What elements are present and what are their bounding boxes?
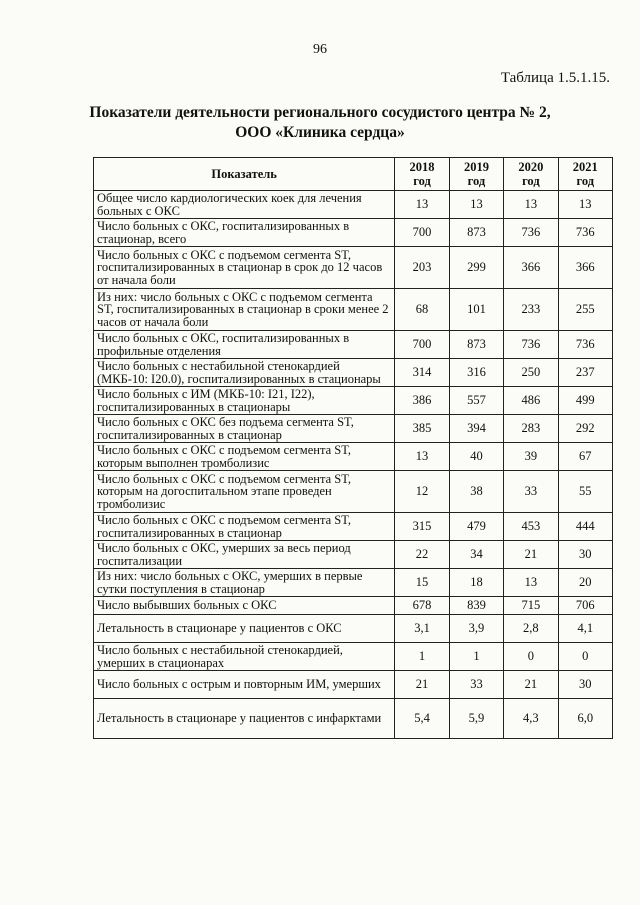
row-value: 30 — [558, 671, 612, 699]
header-year-value: 2021 — [572, 160, 598, 174]
row-label: Число больных с ОКС с подъемом сегмента ST, которым на догоспитальном этапе проведен тромболизис — [94, 471, 395, 513]
row-value: 292 — [558, 415, 612, 443]
row-value: 0 — [504, 643, 558, 671]
row-label: Число больных с ОКС с подъемом сегмента ST, госпитализированных в стационар — [94, 513, 395, 541]
row-value: 314 — [395, 359, 449, 387]
table-row — [94, 513, 613, 541]
row-value: 3,9 — [449, 615, 503, 643]
row-label: Число больных с ОКС с подъемом сегмента ST, госпитализированных в стационар в срок до 12 часов от начала боли — [94, 247, 395, 289]
table-row — [94, 219, 613, 247]
row-value: 5,9 — [449, 699, 503, 739]
indicators-table — [93, 157, 613, 739]
header-year — [504, 158, 558, 191]
row-value: 700 — [395, 331, 449, 359]
row-value: 203 — [395, 247, 449, 289]
row-value: 13 — [449, 191, 503, 219]
row-value: 67 — [558, 443, 612, 471]
row-value: 101 — [449, 289, 503, 331]
title-line-2: ООО «Клиника сердца» — [235, 124, 405, 141]
table-row — [94, 415, 613, 443]
page-number: 96 — [313, 42, 327, 57]
header-year — [449, 158, 503, 191]
row-label: Из них: число больных с ОКС, умерших в первые сутки поступления в стационар — [94, 569, 395, 597]
row-value: 13 — [395, 443, 449, 471]
row-value: 13 — [395, 191, 449, 219]
row-value: 316 — [449, 359, 503, 387]
row-value: 366 — [558, 247, 612, 289]
row-value: 0 — [558, 643, 612, 671]
row-value: 15 — [395, 569, 449, 597]
row-value: 499 — [558, 387, 612, 415]
row-value: 700 — [395, 219, 449, 247]
row-value: 873 — [449, 219, 503, 247]
row-value: 13 — [504, 191, 558, 219]
row-value: 33 — [449, 671, 503, 699]
table-row — [94, 443, 613, 471]
row-value: 486 — [504, 387, 558, 415]
header-indicator: Показатель — [94, 158, 395, 191]
row-value: 736 — [504, 219, 558, 247]
table-row — [94, 387, 613, 415]
row-value: 557 — [449, 387, 503, 415]
row-value: 385 — [395, 415, 449, 443]
table-row — [94, 615, 613, 643]
row-value: 386 — [395, 387, 449, 415]
row-value: 444 — [558, 513, 612, 541]
row-value: 250 — [504, 359, 558, 387]
table-caption: Таблица 1.5.1.15. — [500, 70, 610, 86]
row-label: Число больных с ОКС, госпитализированных в стационар, всего — [94, 219, 395, 247]
header-year-value: 2019 — [463, 160, 489, 174]
row-label: Число больных с ОКС с подъемом сегмента ST, которым выполнен тромболизис — [94, 443, 395, 471]
table-row — [94, 541, 613, 569]
row-label: Число больных с острым и повторным ИМ, умерших — [94, 671, 395, 699]
row-label: Летальность в стационаре у пациентов с ОКС — [94, 615, 395, 643]
row-label: Число больных с нестабильной стенокардией (МКБ-10: I20.0), госпитализированных в стационары — [94, 359, 395, 387]
row-value: 839 — [449, 597, 503, 615]
row-value: 18 — [449, 569, 503, 597]
row-value: 5,4 — [395, 699, 449, 739]
row-value: 237 — [558, 359, 612, 387]
row-value: 2,8 — [504, 615, 558, 643]
row-label: Число больных с ОКС, умерших за весь период госпитализации — [94, 541, 395, 569]
header-year — [558, 158, 612, 191]
row-value: 706 — [558, 597, 612, 615]
row-value: 21 — [395, 671, 449, 699]
row-value: 233 — [504, 289, 558, 331]
row-value: 3,1 — [395, 615, 449, 643]
row-value: 283 — [504, 415, 558, 443]
row-value: 68 — [395, 289, 449, 331]
table-header-row — [94, 158, 613, 191]
header-year-unit: год — [413, 174, 431, 188]
row-value: 4,1 — [558, 615, 612, 643]
row-label: Из них: число больных с ОКС с подъемом сегмента ST, госпитализированных в стационар в сроки менее 2 часов от начала боли — [94, 289, 395, 331]
table-body — [94, 191, 613, 739]
row-value: 20 — [558, 569, 612, 597]
row-value: 34 — [449, 541, 503, 569]
table-row — [94, 597, 613, 615]
table-row — [94, 359, 613, 387]
row-label: Число выбывших больных с ОКС — [94, 597, 395, 615]
row-value: 13 — [504, 569, 558, 597]
table-row — [94, 331, 613, 359]
header-year-unit: год — [467, 174, 486, 188]
row-value: 1 — [395, 643, 449, 671]
table-row — [94, 471, 613, 513]
row-value: 6,0 — [558, 699, 612, 739]
table-row — [94, 191, 613, 219]
row-value: 55 — [558, 471, 612, 513]
header-year-value: 2018 — [409, 160, 435, 174]
document-title — [0, 103, 640, 143]
header-year-unit: год — [522, 174, 540, 188]
row-value: 30 — [558, 541, 612, 569]
table-row — [94, 247, 613, 289]
row-value: 40 — [449, 443, 503, 471]
header-year — [395, 158, 449, 191]
title-line-1: Показатели деятельности регионального сосудистого центра № 2, — [89, 104, 551, 121]
row-value: 715 — [504, 597, 558, 615]
table-row — [94, 569, 613, 597]
row-value: 21 — [504, 541, 558, 569]
row-value: 39 — [504, 443, 558, 471]
row-value: 22 — [395, 541, 449, 569]
row-value: 13 — [558, 191, 612, 219]
row-value: 873 — [449, 331, 503, 359]
header-year-value: 2020 — [518, 160, 544, 174]
table-row — [94, 699, 613, 739]
row-value: 394 — [449, 415, 503, 443]
row-value: 4,3 — [504, 699, 558, 739]
table-row — [94, 671, 613, 699]
table-row — [94, 643, 613, 671]
row-value: 736 — [558, 219, 612, 247]
row-value: 299 — [449, 247, 503, 289]
row-value: 736 — [558, 331, 612, 359]
row-value: 736 — [504, 331, 558, 359]
row-label: Число больных с ОКС без подъема сегмента ST, госпитализированных в стационар — [94, 415, 395, 443]
row-value: 479 — [449, 513, 503, 541]
row-label: Число больных с ОКС, госпитализированных в профильные отделения — [94, 331, 395, 359]
row-value: 453 — [504, 513, 558, 541]
row-value: 255 — [558, 289, 612, 331]
row-value: 21 — [504, 671, 558, 699]
row-value: 38 — [449, 471, 503, 513]
row-value: 1 — [449, 643, 503, 671]
row-label: Число больных с нестабильной стенокардией, умерших в стационарах — [94, 643, 395, 671]
row-label: Число больных с ИМ (МКБ-10: I21, I22), госпитализированных в стационары — [94, 387, 395, 415]
row-value: 315 — [395, 513, 449, 541]
header-year-unit: год — [576, 174, 595, 188]
table-row — [94, 289, 613, 331]
row-label: Летальность в стационаре у пациентов с инфарктами — [94, 699, 395, 739]
row-value: 366 — [504, 247, 558, 289]
row-label: Общее число кардиологических коек для лечения больных с ОКС — [94, 191, 395, 219]
row-value: 678 — [395, 597, 449, 615]
row-value: 12 — [395, 471, 449, 513]
row-value: 33 — [504, 471, 558, 513]
